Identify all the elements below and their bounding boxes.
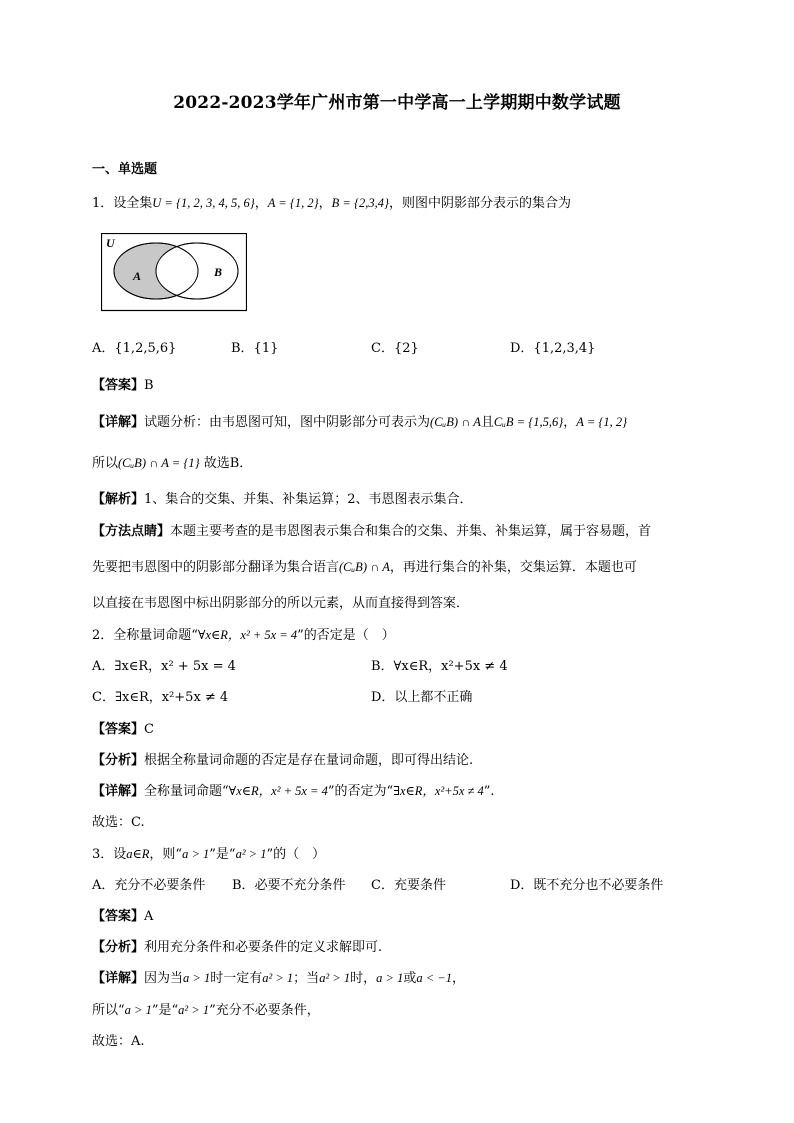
q2-option-b: B．∀x∈R，x²+5x ≠ 4: [371, 659, 508, 674]
q1-detail-line2: 所以(CᵤB) ∩ A = {1} 故选B．: [92, 456, 253, 471]
q3-option-c: C．充要条件: [371, 878, 446, 893]
venn-diagram: [101, 233, 247, 313]
q1-option-a: A．{1,2,5,6}: [92, 341, 177, 356]
q2-option-c: C．∃x∈R，x²+5x ≠ 4: [92, 690, 229, 705]
q2-option-d: D．以上都不正确: [371, 690, 473, 705]
label-a: A: [133, 269, 142, 283]
page-title: 2022-2023学年广州市第一中学高一上学期期中数学试题: [173, 93, 621, 113]
q3-option-b: B．必要不充分条件: [232, 878, 346, 893]
section-heading: 一、单选题: [92, 162, 158, 177]
q1-option-b: B．{1}: [231, 341, 279, 356]
q1-analysis: 【解析】1、集合的交集、并集、补集运算；2、韦恩图表示集合．: [92, 492, 473, 507]
q1-detail-line1: 【详解】试题分析：由韦恩图可知，图中阴影部分可表示为(CᵤB) ∩ A且CᵤB = {1,5,6}，A = {1, 2}: [92, 415, 628, 430]
q1-stem: 1．设全集U = {1, 2, 3, 4, 5, 6}，A = {1, 2}，B = {2,3,4}，则图中阴影部分表示的集合为: [92, 196, 571, 211]
q1-method-line1: 【方法点睛】本题主要考查的是韦恩图表示集合和集合的交集、并集、补集运算，属于容易题，首: [92, 524, 652, 539]
q2-detail: 【详解】全称量词命题“∀x∈R，x² + 5x = 4”的否定为“∃x∈R，x²+5x ≠ 4”.: [92, 784, 495, 799]
q1-method-line2: 先要把韦恩图中的阴影部分翻译为集合语言(CᵤB) ∩ A，再进行集合的补集，交集运算．本题也可: [92, 560, 637, 575]
q1-option-d: D．{1,2,3,4}: [510, 341, 596, 356]
q1-method-line3: 以直接在韦恩图中标出阴影部分的所以元素，从而直接得到答案．: [92, 596, 470, 611]
q1-answer: 【答案】B: [92, 378, 154, 393]
q3-detail-line1: 【详解】因为当a > 1时一定有a² > 1；当a² > 1时，a > 1或a < −1，: [92, 971, 465, 986]
q2-choose: 故选：C.: [92, 815, 145, 830]
q2-answer: 【答案】C: [92, 722, 154, 737]
q3-detail-line2: 所以“a > 1”是“a² > 1”充分不必要条件，: [92, 1003, 320, 1018]
label-u: U: [106, 236, 115, 250]
q2-analysis: 【分析】根据全称量词命题的否定是存在量词命题，即可得出结论.: [92, 753, 474, 768]
q3-analysis: 【分析】利用充分条件和必要条件的定义求解即可.: [92, 940, 383, 955]
q3-option-a: A．充分不必要条件: [92, 878, 206, 893]
q3-option-d: D．既不充分也不必要条件: [510, 878, 664, 893]
q3-stem: 3．设a∈R，则“a > 1”是“a² > 1”的（ ）: [92, 847, 326, 862]
q2-option-a: A．∃x∈R，x² + 5x = 4: [92, 659, 236, 674]
label-b: B: [214, 265, 223, 279]
q1-option-c: C．{2}: [371, 341, 419, 356]
q3-choose: 故选：A.: [92, 1034, 145, 1049]
q2-stem: 2．全称量词命题“∀x∈R，x² + 5x = 4”的否定是（ ）: [92, 628, 395, 643]
q3-answer: 【答案】A: [92, 909, 154, 924]
